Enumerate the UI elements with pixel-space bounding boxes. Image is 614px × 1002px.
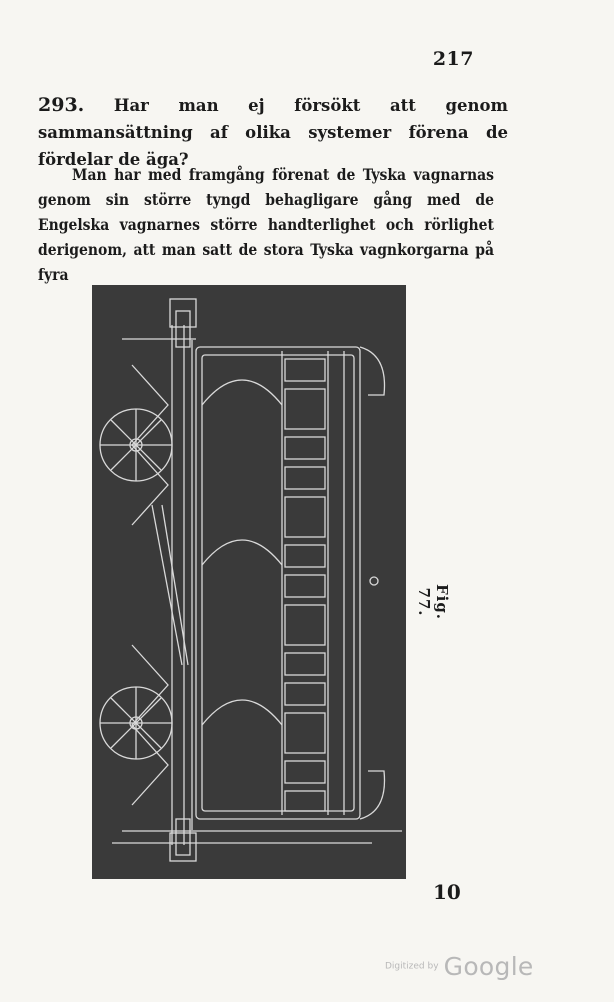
railway-carriage-engraving-icon: [92, 285, 406, 879]
sheet-signature-number: 10: [433, 880, 461, 904]
watermark-prefix: Digitized by: [385, 961, 439, 972]
google-logo: Google: [443, 952, 534, 981]
question-text: Har man ej försökt att genom sammansättning af olika systemer förena de fördelar de äga?: [38, 96, 508, 169]
figure-railway-carriage: [92, 285, 406, 879]
body-paragraph: Man har med framgång förenat de Tyska vagnarnas genom sin större tyngd behagligare gång med de Engelska vagnarnes större handterlighet och rörlighet derigenom, att man satt de stora Tyska vagnkorgarna på fyra: [38, 165, 494, 284]
figure-caption: Fig. 77.: [415, 583, 451, 621]
question-heading: [38, 92, 508, 173]
question-number: 293.: [38, 94, 85, 116]
page-number: 217: [432, 48, 474, 70]
digitized-watermark: [385, 952, 534, 981]
